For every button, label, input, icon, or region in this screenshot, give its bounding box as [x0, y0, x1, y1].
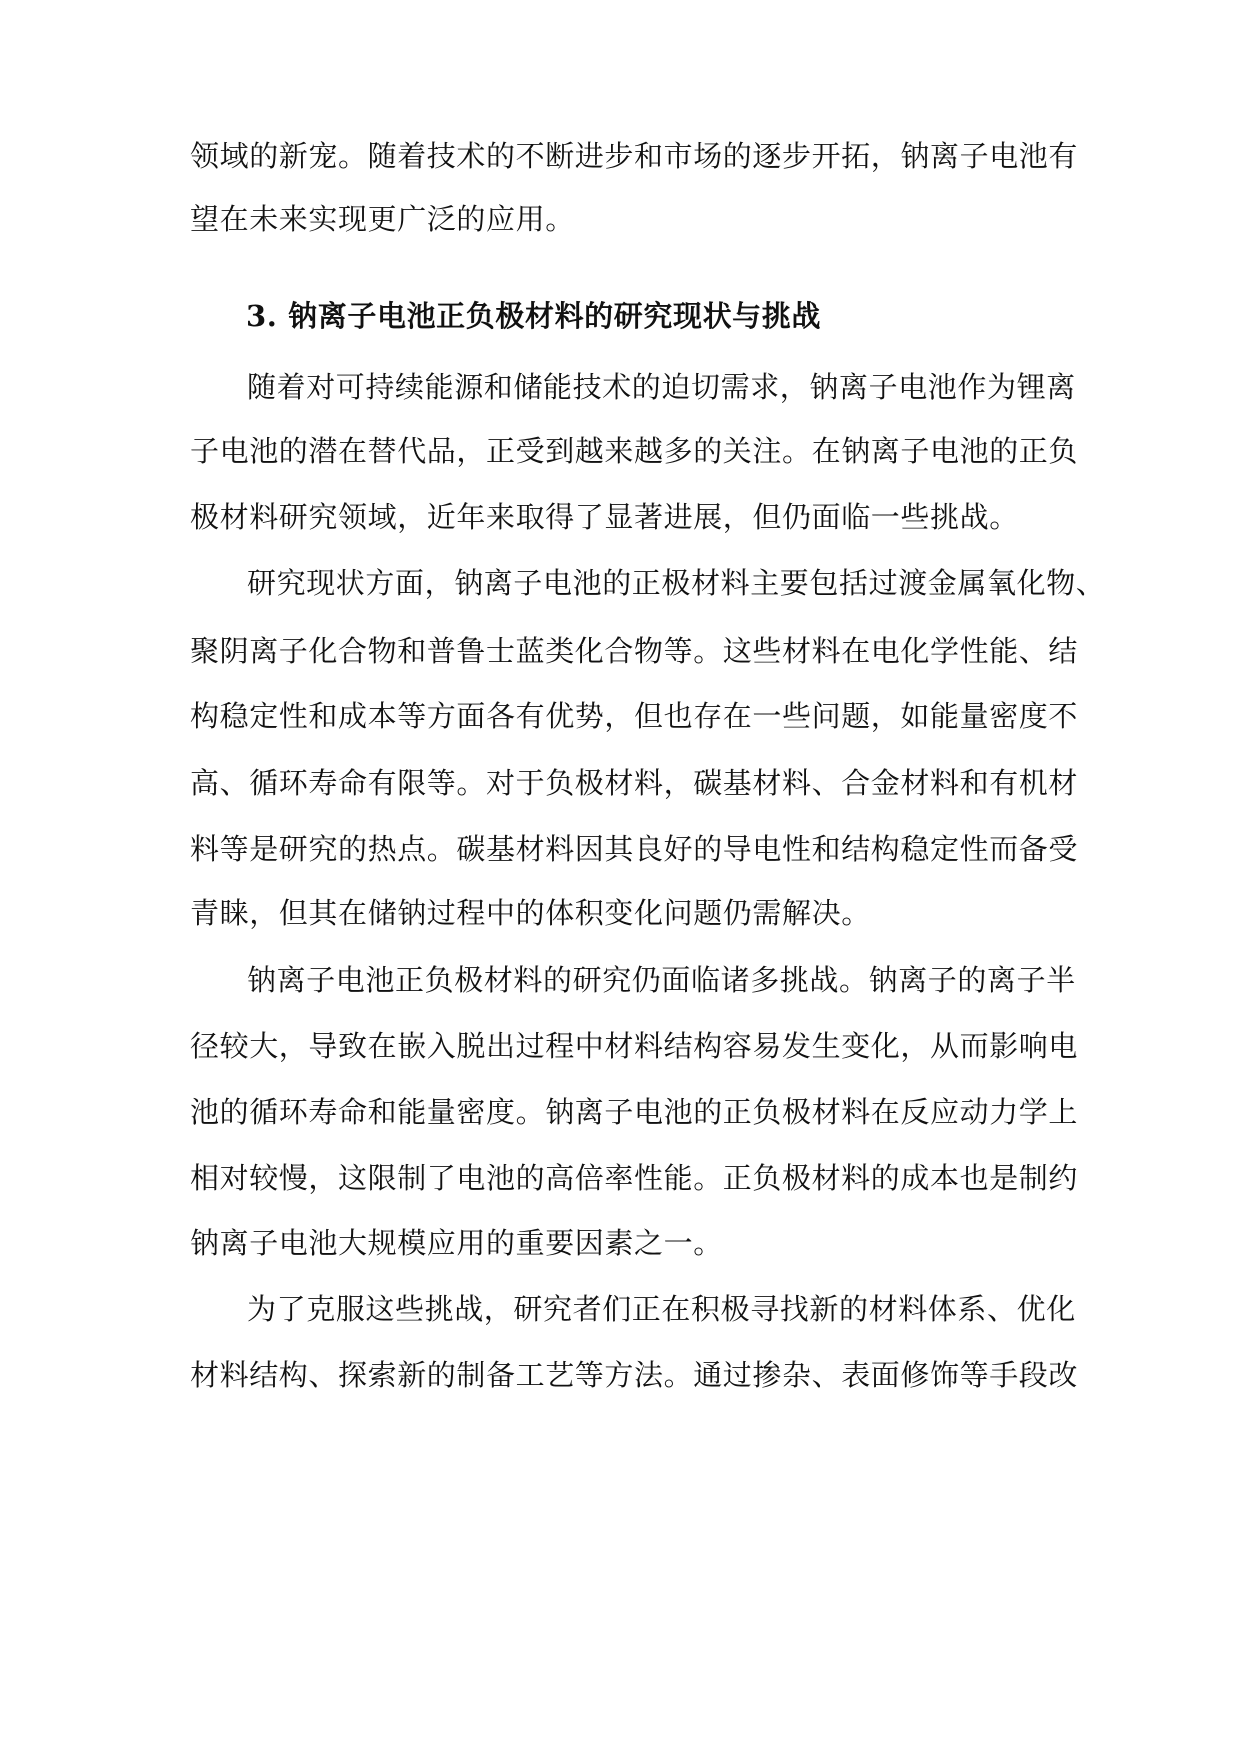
- paragraph-line: 径较大，导致在嵌入脱出过程中材料结构容易发生变化，从而影响电: [190, 1029, 1079, 1063]
- paragraph-line: 材料结构、探索新的制备工艺等方法。通过掺杂、表面修饰等手段改: [190, 1358, 1079, 1392]
- paragraph-line: 聚阴离子化合物和普鲁士蓝类化合物等。这些材料在电化学性能、结: [190, 634, 1079, 668]
- paragraph-line: 子电池的潜在替代品，正受到越来越多的关注。在钠离子电池的正负: [190, 434, 1079, 468]
- paragraph-line: 钠离子电池大规模应用的重要因素之一。: [190, 1226, 723, 1260]
- paragraph-line: 钠离子电池正负极材料的研究仍面临诸多挑战。钠离子的离子半: [247, 963, 1076, 997]
- section-heading: 3. 钠离子电池正负极材料的研究现状与挑战: [246, 299, 821, 333]
- paragraph-line: 研究现状方面，钠离子电池的正极材料主要包括过渡金属氧化物、: [247, 566, 1106, 600]
- paragraph-line: 青睐，但其在储钠过程中的体积变化问题仍需解决。: [190, 896, 871, 930]
- paragraph-line: 随着对可持续能源和储能技术的迫切需求，钠离子电池作为锂离: [247, 370, 1076, 404]
- text-line: 领域的新宠。随着技术的不断进步和市场的逐步开拓，钠离子电池有: [190, 139, 1079, 173]
- text-line: 望在未来实现更广泛的应用。: [190, 202, 575, 236]
- paragraph-line: 高、循环寿命有限等。对于负极材料，碳基材料、合金材料和有机材: [190, 766, 1079, 800]
- paragraph-line: 池的循环寿命和能量密度。钠离子电池的正负极材料在反应动力学上: [190, 1095, 1079, 1129]
- paragraph-line: 构稳定性和成本等方面各有优势，但也存在一些问题，如能量密度不: [190, 699, 1079, 733]
- paragraph-line: 相对较慢，这限制了电池的高倍率性能。正负极材料的成本也是制约: [190, 1161, 1079, 1195]
- paragraph-line: 为了克服这些挑战，研究者们正在积极寻找新的材料体系、优化: [247, 1292, 1076, 1326]
- paragraph-line: 极材料研究领域，近年来取得了显著进展，但仍面临一些挑战。: [190, 500, 1019, 534]
- paragraph-line: 料等是研究的热点。碳基材料因其良好的导电性和结构稳定性而备受: [190, 832, 1079, 866]
